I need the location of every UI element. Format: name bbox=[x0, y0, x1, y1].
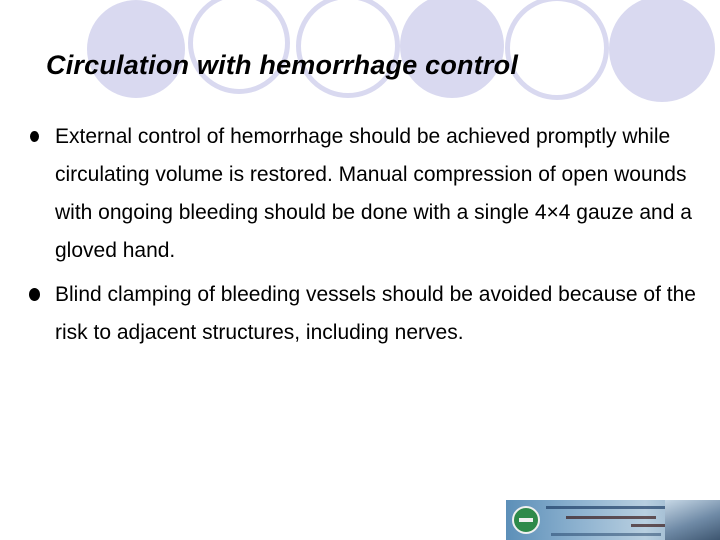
institution-banner bbox=[506, 500, 720, 540]
bullet-text: External control of hemorrhage should be achieved promptly while circulating volume is restored. Manual compression of open wounds with ongoing bleeding should be done with a single 4×4 gauze and a gloved hand. bbox=[55, 125, 692, 262]
slide-title: Circulation with hemorrhage control bbox=[46, 50, 519, 80]
decorative-circle-ring bbox=[296, 0, 400, 98]
bullet-dot-icon bbox=[29, 288, 40, 301]
decorative-circle-filled bbox=[400, 0, 504, 98]
bullet-list bbox=[30, 118, 700, 358]
university-logo-icon bbox=[512, 506, 540, 534]
bullet-item bbox=[30, 276, 700, 352]
banner-text-line bbox=[566, 516, 656, 519]
decorative-circle-filled bbox=[87, 0, 185, 98]
decorative-circle-ring bbox=[505, 0, 609, 100]
bullet-item bbox=[30, 118, 700, 270]
banner-text-line bbox=[546, 506, 666, 509]
banner-photo bbox=[665, 500, 720, 540]
bullet-dot-icon bbox=[30, 131, 39, 142]
decorative-circle-filled bbox=[609, 0, 715, 102]
bullet-text: Blind clamping of bleeding vessels should be avoided because of the risk to adjacent structures, including nerves. bbox=[55, 283, 696, 344]
banner-text-line bbox=[551, 533, 661, 536]
